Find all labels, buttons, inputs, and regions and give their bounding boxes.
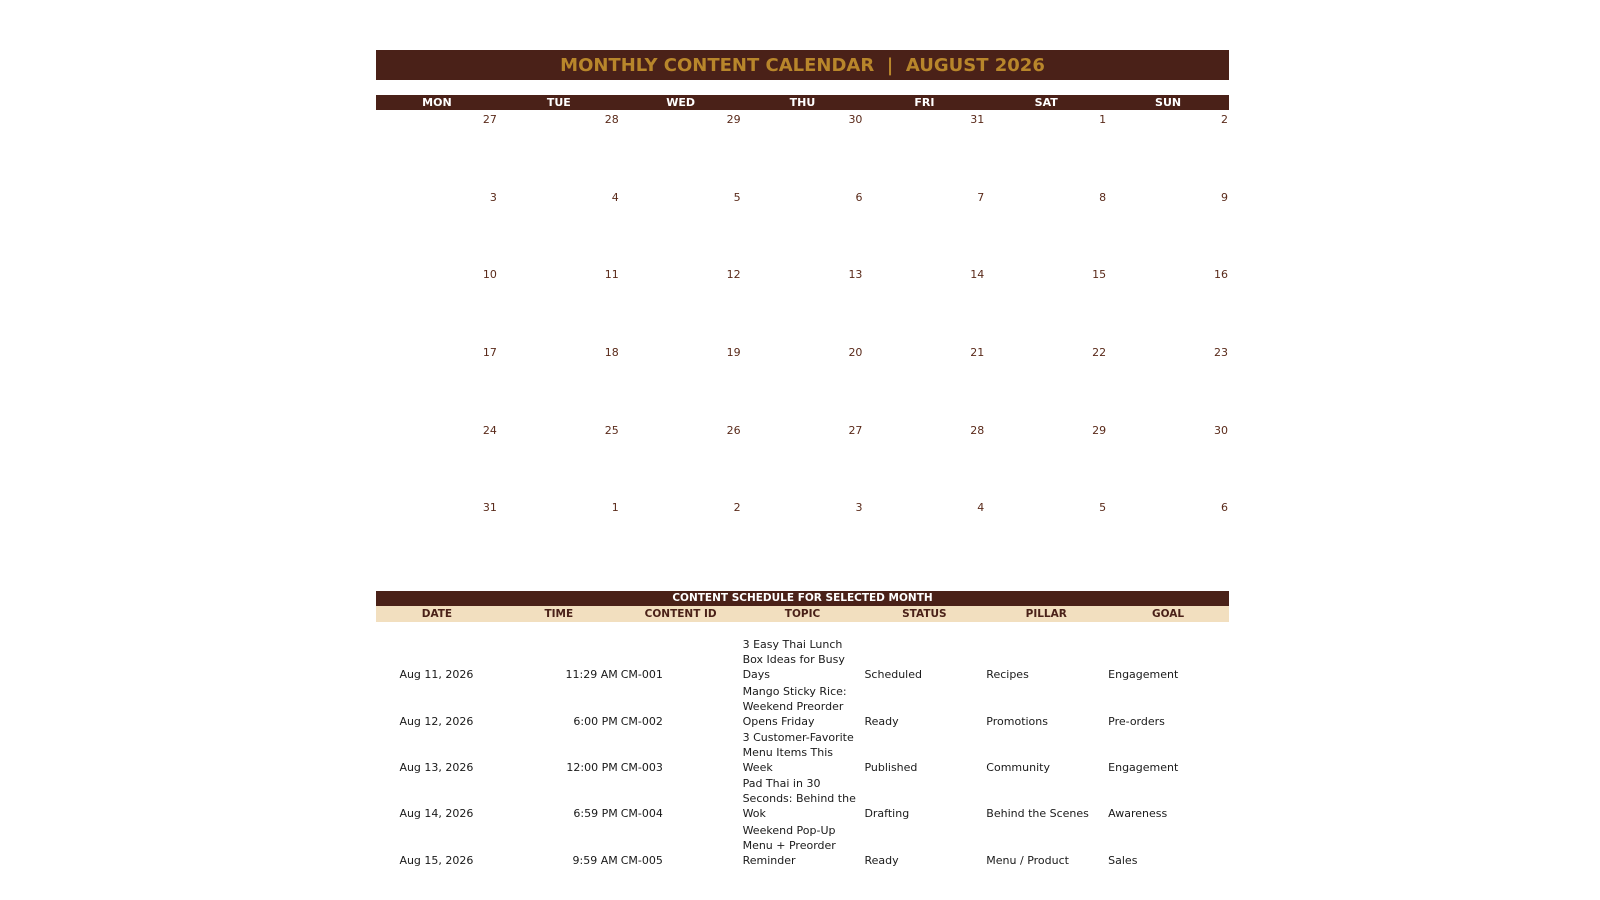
cell-topic: Weekend Pop-Up Menu + Preorder Reminder	[742, 823, 836, 867]
calendar-day[interactable]: 20	[848, 346, 863, 360]
cell-topic: Mango Sticky Rice: Weekend Preorder Opens Friday	[742, 684, 847, 728]
calendar-week	[376, 110, 1229, 188]
cell-goal: Engagement	[1108, 668, 1179, 682]
calendar-day[interactable]: 23	[1214, 346, 1229, 360]
calendar-day[interactable]: 27	[482, 113, 497, 126]
calendar-day[interactable]: 31	[970, 113, 985, 126]
calendar-day[interactable]: 5	[733, 190, 741, 204]
calendar-day[interactable]: 30	[848, 113, 863, 126]
cell-goal: Sales	[1108, 853, 1138, 867]
cell-time: 6:00 PM	[573, 714, 618, 728]
cell-content-id: CM-003	[620, 761, 663, 775]
calendar-day[interactable]: 28	[970, 423, 985, 437]
calendar-day[interactable]: 24	[482, 423, 497, 437]
calendar-day[interactable]: 2	[1221, 113, 1229, 126]
column-header-status: STATUS	[902, 608, 947, 621]
schedule-title: CONTENT SCHEDULE FOR SELECTED MONTH	[376, 591, 1229, 606]
calendar-title: MONTHLY CONTENT CALENDAR | AUGUST 2026	[376, 50, 1229, 80]
cell-date: Aug 13, 2026	[399, 761, 474, 775]
cell-time: 11:29 AM	[565, 668, 618, 682]
calendar-day[interactable]: 27	[848, 423, 863, 437]
calendar-day[interactable]: 17	[482, 346, 497, 360]
calendar-day[interactable]: 31	[482, 501, 497, 515]
calendar-day[interactable]: 5	[1099, 501, 1107, 515]
calendar-day[interactable]: 22	[1092, 346, 1107, 360]
calendar-day[interactable]: 6	[855, 190, 863, 204]
calendar-day[interactable]: 28	[604, 113, 619, 126]
dow-fri: FRI	[914, 96, 935, 109]
calendar-day[interactable]: 3	[855, 501, 863, 515]
dow-tue: TUE	[546, 96, 571, 109]
cell-content-id: CM-005	[620, 853, 663, 867]
cell-content-id: CM-004	[620, 807, 663, 821]
cell-date: Aug 15, 2026	[399, 853, 474, 867]
cell-topic: 3 Easy Thai Lunch Box Ideas for Busy Days	[742, 638, 845, 682]
cell-pillar: Promotions	[986, 714, 1048, 728]
table-row[interactable]	[376, 683, 1229, 729]
cell-time: 12:00 PM	[566, 761, 618, 775]
calendar-day[interactable]: 8	[1099, 190, 1107, 204]
table-row[interactable]	[376, 730, 1229, 776]
column-header-goal: GOAL	[1152, 608, 1185, 621]
cell-topic: Pad Thai in 30 Seconds: Behind the Wok	[742, 777, 856, 821]
calendar-day[interactable]: 19	[726, 346, 741, 360]
table-row[interactable]	[376, 776, 1229, 822]
cell-status: Ready	[864, 853, 899, 867]
dow-wed: WED	[666, 96, 696, 109]
calendar-day[interactable]: 30	[1214, 423, 1229, 437]
calendar-day[interactable]: 1	[611, 501, 619, 515]
cell-status: Drafting	[864, 807, 910, 821]
calendar-day[interactable]: 2	[733, 501, 741, 515]
dow-sun: SUN	[1155, 96, 1182, 109]
dow-sat: SAT	[1034, 96, 1058, 109]
calendar-day[interactable]: 15	[1092, 268, 1107, 282]
cell-pillar: Menu / Product	[986, 853, 1069, 867]
cell-status: Scheduled	[864, 668, 922, 682]
cell-topic: 3 Customer-Favorite Menu Items This Week	[742, 731, 854, 775]
column-header-pillar: PILLAR	[1025, 608, 1067, 621]
calendar-day[interactable]: 10	[482, 268, 497, 282]
cell-status: Published	[864, 761, 918, 775]
calendar-day[interactable]: 12	[726, 268, 741, 282]
cell-status: Ready	[864, 714, 899, 728]
calendar-day[interactable]: 9	[1221, 190, 1229, 204]
cell-date: Aug 12, 2026	[399, 714, 474, 728]
cell-pillar: Recipes	[986, 668, 1029, 682]
calendar-day[interactable]: 1	[1099, 113, 1107, 126]
dow-thu: THU	[789, 96, 816, 109]
calendar-day[interactable]: 4	[611, 190, 619, 204]
schedule-header-row	[376, 606, 1229, 622]
calendar-day[interactable]: 7	[977, 190, 985, 204]
cell-goal: Engagement	[1108, 761, 1179, 775]
calendar-day[interactable]: 26	[726, 423, 741, 437]
calendar-day[interactable]: 25	[604, 423, 619, 437]
dow-mon: MON	[422, 96, 452, 109]
calendar-day[interactable]: 21	[970, 346, 985, 360]
column-header-time: TIME	[544, 608, 574, 621]
calendar-week	[376, 421, 1229, 499]
cell-date: Aug 14, 2026	[399, 807, 474, 821]
column-header-date: DATE	[421, 608, 453, 621]
calendar-day[interactable]: 3	[489, 190, 497, 204]
calendar-day[interactable]: 11	[604, 268, 619, 282]
calendar-day[interactable]: 16	[1214, 268, 1229, 282]
schedule-table	[376, 622, 1229, 868]
calendar-week	[376, 498, 1229, 576]
calendar-sheet	[376, 50, 1229, 869]
calendar-day[interactable]: 6	[1221, 501, 1229, 515]
cell-pillar: Behind the Scenes	[986, 807, 1089, 821]
cell-content-id: CM-001	[620, 668, 663, 682]
calendar-week	[376, 188, 1229, 266]
cell-goal: Awareness	[1108, 807, 1168, 821]
column-header-topic: TOPIC	[784, 608, 821, 621]
calendar-week	[376, 265, 1229, 343]
day-of-week-header	[376, 95, 1229, 110]
calendar-week	[376, 343, 1229, 421]
cell-time: 6:59 PM	[573, 807, 618, 821]
calendar-day[interactable]: 4	[977, 501, 985, 515]
calendar-day[interactable]: 18	[604, 346, 619, 360]
cell-time: 9:59 AM	[572, 853, 618, 867]
cell-pillar: Community	[986, 761, 1050, 775]
cell-content-id: CM-002	[620, 714, 663, 728]
table-row[interactable]	[376, 637, 1229, 683]
cell-goal: Pre-orders	[1108, 714, 1165, 728]
calendar-day[interactable]: 14	[970, 268, 985, 282]
cell-date: Aug 11, 2026	[399, 668, 474, 682]
calendar-day[interactable]: 29	[1092, 423, 1107, 437]
calendar-day[interactable]: 13	[848, 268, 863, 282]
calendar-day[interactable]: 29	[726, 113, 741, 126]
column-header-content-id: CONTENT ID	[644, 608, 717, 621]
table-row[interactable]	[376, 822, 1229, 868]
calendar-grid	[376, 110, 1229, 576]
